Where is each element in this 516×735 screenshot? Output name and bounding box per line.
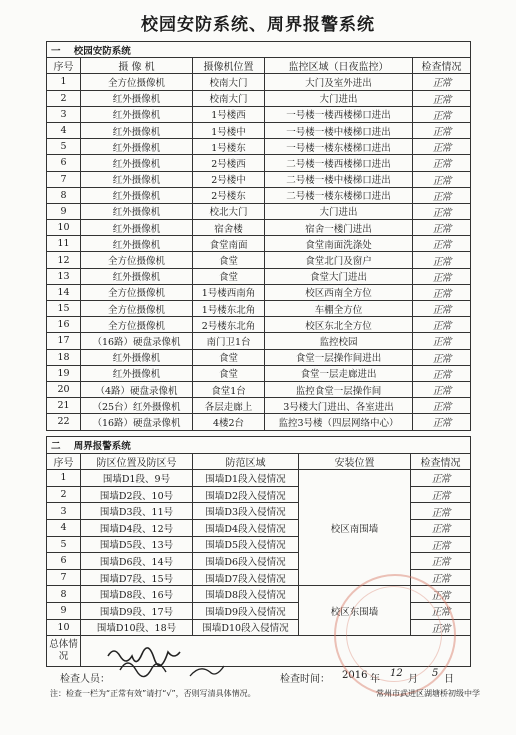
document-title: 校园安防系统、周界报警系统 — [141, 15, 375, 35]
security-camera-table — [46, 41, 471, 431]
zone-location: 围墙D6段、14号 — [81, 553, 193, 570]
row-no: 7 — [47, 569, 81, 586]
row-no: 12 — [47, 252, 81, 268]
camera-row — [47, 139, 471, 155]
year-value: 2016 — [342, 670, 368, 681]
section2-column-headers — [47, 453, 471, 470]
inspector-signature — [100, 636, 230, 686]
zone-location: 围墙D3段、11号 — [81, 503, 193, 520]
check-status: 正常 — [411, 619, 471, 636]
camera-location: 食堂南面 — [193, 236, 265, 252]
protected-area: 围墙D2段入侵情况 — [193, 486, 299, 503]
camera-type: 全方位摄像机 — [81, 284, 193, 300]
row-no: 22 — [47, 414, 81, 430]
camera-location: 1号楼西 — [193, 106, 265, 122]
monitor-area: 一号楼一楼中楼梯口进出 — [265, 122, 413, 138]
camera-row — [47, 74, 471, 90]
camera-row — [47, 333, 471, 349]
row-no: 7 — [47, 171, 81, 187]
camera-location: 1号楼西南角 — [193, 284, 265, 300]
row-no: 8 — [47, 586, 81, 603]
zone-location: 围墙D8段、16号 — [81, 586, 193, 603]
monitor-area: 食堂南面洗涤处 — [265, 236, 413, 252]
check-status: 正常 — [413, 106, 471, 122]
camera-location: 食堂 — [193, 252, 265, 268]
camera-location: 2号楼东北角 — [193, 317, 265, 333]
protected-area: 围墙D8段入侵情况 — [193, 586, 299, 603]
check-status: 正常 — [413, 333, 471, 349]
row-no: 4 — [47, 122, 81, 138]
row-no: 18 — [47, 349, 81, 365]
col-header-no: 序号 — [47, 58, 81, 74]
camera-type: 全方位摄像机 — [81, 317, 193, 333]
camera-type: 全方位摄像机 — [81, 301, 193, 317]
camera-type: 全方位摄像机 — [81, 252, 193, 268]
monitor-area: 校区东北全方位 — [265, 317, 413, 333]
row-no: 9 — [47, 602, 81, 619]
check-status: 正常 — [413, 252, 471, 268]
monitor-area: 食堂一层走廊进出 — [265, 365, 413, 381]
school-seal-stamp — [334, 574, 456, 696]
monitor-area: 车棚全方位 — [265, 301, 413, 317]
camera-location: 校南大门 — [193, 90, 265, 106]
month-value: 12 — [390, 668, 403, 679]
check-status: 正常 — [411, 553, 471, 570]
camera-type: 红外摄像机 — [81, 365, 193, 381]
check-status: 正常 — [413, 365, 471, 381]
protected-area: 围墙D10段入侵情况 — [193, 619, 299, 636]
check-status: 正常 — [411, 569, 471, 586]
row-no: 19 — [47, 365, 81, 381]
zone-location: 围墙D5段、13号 — [81, 536, 193, 553]
check-status: 正常 — [411, 470, 471, 487]
check-status: 正常 — [413, 414, 471, 430]
camera-location: 食堂1台 — [193, 381, 265, 397]
check-status: 正常 — [413, 301, 471, 317]
check-status: 正常 — [411, 536, 471, 553]
camera-row — [47, 414, 471, 430]
monitor-area: 宿舍一楼门进出 — [265, 220, 413, 236]
camera-type: 红外摄像机 — [81, 349, 193, 365]
camera-row — [47, 252, 471, 268]
camera-location: 1号楼中 — [193, 122, 265, 138]
camera-row — [47, 284, 471, 300]
camera-row — [47, 155, 471, 171]
camera-location: 食堂 — [193, 268, 265, 284]
camera-location: 1号楼东北角 — [193, 301, 265, 317]
zone-location: 围墙D9段、17号 — [81, 602, 193, 619]
camera-location: 校南大门 — [193, 74, 265, 90]
camera-type: 红外摄像机 — [81, 268, 193, 284]
camera-location: 2号楼东 — [193, 187, 265, 203]
row-no: 2 — [47, 90, 81, 106]
col-header-area: 监控区域（日夜监控） — [265, 58, 413, 74]
row-no: 11 — [47, 236, 81, 252]
footnote — [50, 688, 480, 699]
monitor-area: 监控食堂一层操作间 — [265, 381, 413, 397]
protected-area: 围墙D9段入侵情况 — [193, 602, 299, 619]
monitor-area: 大门及室外进出 — [265, 74, 413, 90]
monitor-area: 大门进出 — [265, 203, 413, 219]
col2-header-install: 安装位置 — [299, 453, 411, 470]
check-status: 正常 — [413, 317, 471, 333]
section2-name: 周界报警系统 — [73, 440, 131, 452]
check-status: 正常 — [413, 139, 471, 155]
row-no: 10 — [47, 220, 81, 236]
zone-location: 围墙D7段、15号 — [81, 569, 193, 586]
section1-name: 校园安防系统 — [73, 45, 131, 57]
camera-row — [47, 398, 471, 414]
check-status: 正常 — [411, 503, 471, 520]
camera-location: 4楼2台 — [193, 414, 265, 430]
section1-header — [47, 42, 471, 58]
zone-location: 围墙D4段、12号 — [81, 519, 193, 536]
check-status: 正常 — [413, 203, 471, 219]
monitor-area: 校区西南全方位 — [265, 284, 413, 300]
section1-number: 一 — [51, 45, 61, 57]
section2-number: 二 — [51, 440, 61, 452]
row-no: 14 — [47, 284, 81, 300]
zone-location: 围墙D10段、18号 — [81, 619, 193, 636]
year-unit: 年 — [370, 674, 380, 685]
camera-row — [47, 268, 471, 284]
monitor-area: 3号楼大门进出、各室进出 — [265, 398, 413, 414]
camera-type: 红外摄像机 — [81, 236, 193, 252]
footnote-text: 注：检查一栏为“正常有效”请打“√”，否则写清具体情况。 — [50, 689, 256, 698]
row-no: 16 — [47, 317, 81, 333]
camera-location: 食堂 — [193, 365, 265, 381]
row-no: 13 — [47, 268, 81, 284]
monitor-area: 二号楼一楼东楼梯口进出 — [265, 187, 413, 203]
camera-type: 红外摄像机 — [81, 155, 193, 171]
col2-header-no: 序号 — [47, 453, 81, 470]
alarm-zone-row — [47, 470, 471, 487]
install-location-east: 校区东围墙 — [299, 586, 411, 636]
camera-row — [47, 187, 471, 203]
check-status: 正常 — [413, 122, 471, 138]
camera-type: （25台）红外摄像机 — [81, 398, 193, 414]
camera-type: 红外摄像机 — [81, 203, 193, 219]
camera-row — [47, 381, 471, 397]
camera-row — [47, 365, 471, 381]
check-status: 正常 — [413, 187, 471, 203]
protected-area: 围墙D5段入侵情况 — [193, 536, 299, 553]
camera-location: 2号楼西 — [193, 155, 265, 171]
check-status: 正常 — [411, 586, 471, 603]
monitor-area: 食堂北门及窗户 — [265, 252, 413, 268]
camera-row — [47, 122, 471, 138]
row-no: 17 — [47, 333, 81, 349]
check-status: 正常 — [413, 74, 471, 90]
monitor-area: 一号楼一楼东楼梯口进出 — [265, 139, 413, 155]
check-status: 正常 — [413, 90, 471, 106]
monitor-area: 大门进出 — [265, 90, 413, 106]
protected-area: 围墙D3段入侵情况 — [193, 503, 299, 520]
check-status: 正常 — [411, 602, 471, 619]
col-header-camera: 摄 像 机 — [81, 58, 193, 74]
col2-header-check: 检查情况 — [411, 453, 471, 470]
inspector-label: 检查人员： — [60, 674, 110, 685]
monitor-area: 二号楼一楼中楼梯口进出 — [265, 171, 413, 187]
camera-type: 红外摄像机 — [81, 90, 193, 106]
protected-area: 围墙D4段入侵情况 — [193, 519, 299, 536]
month-unit: 月 — [408, 674, 418, 685]
install-location-south: 校区南围墙 — [299, 470, 411, 586]
check-status: 正常 — [411, 519, 471, 536]
camera-type: 红外摄像机 — [81, 171, 193, 187]
camera-row — [47, 171, 471, 187]
camera-type: 全方位摄像机 — [81, 74, 193, 90]
camera-type: 红外摄像机 — [81, 139, 193, 155]
check-status: 正常 — [413, 155, 471, 171]
col-header-check: 检查情况 — [413, 58, 471, 74]
day-unit: 日 — [444, 674, 454, 685]
check-status: 正常 — [413, 398, 471, 414]
zone-location: 围墙D2段、10号 — [81, 486, 193, 503]
camera-type: 红外摄像机 — [81, 220, 193, 236]
monitor-area: 食堂大门进出 — [265, 268, 413, 284]
row-no: 3 — [47, 503, 81, 520]
camera-type: 红外摄像机 — [81, 106, 193, 122]
section2-header — [47, 437, 471, 454]
row-no: 20 — [47, 381, 81, 397]
monitor-area: 监控校园 — [265, 333, 413, 349]
zone-location: 围墙D1段、9号 — [81, 470, 193, 487]
monitor-area: 二号楼一楼西楼梯口进出 — [265, 155, 413, 171]
camera-row — [47, 106, 471, 122]
row-no: 5 — [47, 139, 81, 155]
time-label: 检查时间： — [280, 674, 330, 685]
monitor-area: 食堂一层操作间进出 — [265, 349, 413, 365]
day-value: 5 — [432, 668, 439, 679]
camera-location: 2号楼中 — [193, 171, 265, 187]
camera-type: 红外摄像机 — [81, 122, 193, 138]
check-status: 正常 — [413, 171, 471, 187]
camera-type: 红外摄像机 — [81, 187, 193, 203]
row-no: 15 — [47, 301, 81, 317]
col2-header-zone: 防区位置及防区号 — [81, 453, 193, 470]
section1-column-headers — [47, 58, 471, 74]
row-no: 3 — [47, 106, 81, 122]
camera-row — [47, 317, 471, 333]
camera-location: 南门卫1台 — [193, 333, 265, 349]
camera-location: 食堂 — [193, 349, 265, 365]
summary-label: 总体情况 — [47, 636, 81, 667]
row-no: 4 — [47, 519, 81, 536]
camera-row — [47, 220, 471, 236]
row-no: 8 — [47, 187, 81, 203]
school-name: 常州市武进区湖塘桥初级中学 — [376, 689, 480, 698]
check-status: 正常 — [413, 220, 471, 236]
protected-area: 围墙D1段入侵情况 — [193, 470, 299, 487]
camera-location: 各层走廊上 — [193, 398, 265, 414]
camera-location: 宿舍楼 — [193, 220, 265, 236]
protected-area: 围墙D7段入侵情况 — [193, 569, 299, 586]
check-status: 正常 — [413, 349, 471, 365]
col2-header-area: 防范区域 — [193, 453, 299, 470]
check-status: 正常 — [411, 486, 471, 503]
row-no: 1 — [47, 74, 81, 90]
camera-location: 1号楼东 — [193, 139, 265, 155]
row-no: 10 — [47, 619, 81, 636]
monitor-area: 一号楼一楼西楼梯口进出 — [265, 106, 413, 122]
monitor-area: 监控3号楼（四层网络中心） — [265, 414, 413, 430]
check-status: 正常 — [413, 284, 471, 300]
check-status: 正常 — [413, 236, 471, 252]
protected-area: 围墙D6段入侵情况 — [193, 553, 299, 570]
camera-type: （16路）硬盘录像机 — [81, 414, 193, 430]
row-no: 5 — [47, 536, 81, 553]
row-no: 9 — [47, 203, 81, 219]
check-status: 正常 — [413, 381, 471, 397]
camera-type: （16路）硬盘录像机 — [81, 333, 193, 349]
col-header-location: 摄像机位置 — [193, 58, 265, 74]
row-no: 2 — [47, 486, 81, 503]
camera-row — [47, 349, 471, 365]
row-no: 6 — [47, 155, 81, 171]
row-no: 1 — [47, 470, 81, 487]
camera-row — [47, 90, 471, 106]
camera-row — [47, 236, 471, 252]
check-status: 正常 — [413, 268, 471, 284]
camera-row — [47, 301, 471, 317]
camera-type: （4路）硬盘录像机 — [81, 381, 193, 397]
row-no: 21 — [47, 398, 81, 414]
row-no: 6 — [47, 553, 81, 570]
camera-location: 校北大门 — [193, 203, 265, 219]
camera-row — [47, 203, 471, 219]
